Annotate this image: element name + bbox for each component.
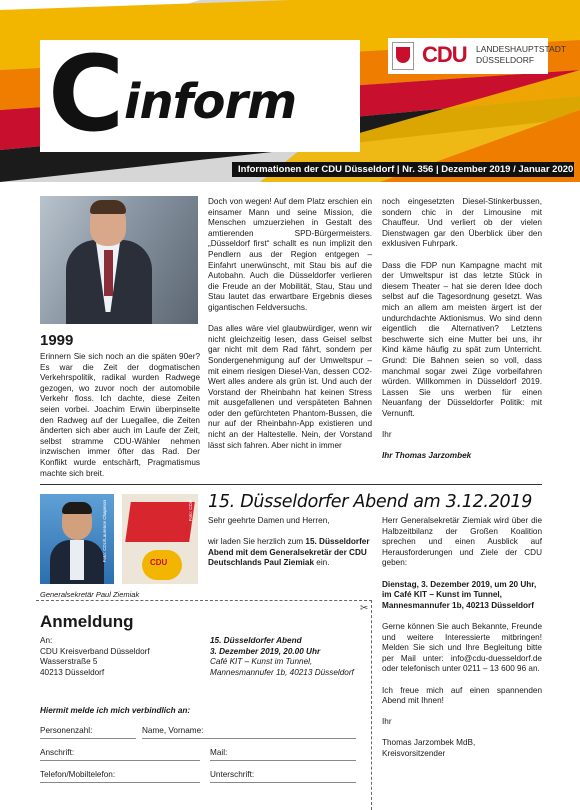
photo-figure-hair (62, 502, 92, 514)
event-signer-name: Thomas Jarzombek MdB, (382, 738, 476, 748)
photo-credit: Foto: CDU/Laurence Chaperon (102, 500, 107, 563)
greeting: Sehr geehrte Damen und Herren, (208, 516, 330, 525)
article-paragraph: Das alles wäre viel glaubwürdiger, wenn wir nicht gleichzeitig lesen, dass Geisel selbst gar nicht mit dem Rad fährt, sondern per Sondergenehmigung auf der Umweltspur – mit einem riesigen Diesel-Van, dessen CO2-Wert alles andere als grün ist. Und auch der Vorstand der Rheinbahn hat keinen Stress mit ausgefallenen und verspäteten Bahnen oder den gefürchteten Phantom-Bussen, die nur auf der Rheinbahn-App existieren und nicht an der Haltestelle. Nein, der Vorstand lässt sich fahren. Aber nicht in immer (208, 324, 372, 450)
article-paragraph: Dass die FDP nun Kampagne macht mit der Umweltspur ist das letzte Stück in diesem Theater – hat sie deren Idee doch selbst auf die Tagesordnung gesetzt. Was mich an allem am meisten ärgert ist der undurchdachte Aktionismus. Wo sind denn eigentlich die Alternativen? Letztens beschwerte sich eine Mutter bei uns, ihr Kind käme häufig zu spät zum Unterricht. Grund: Die Bahnen seien so voll, dass manchmal sogar zwei Züge vorbeifahren würden. Willkommen in Düsseldorf 2019. Lassen Sie uns werben für einen Neuanfang der Düsseldorfer Politik: mit Vernunft. (382, 260, 542, 418)
logo-letter-c: C (48, 33, 121, 155)
event-title: 15. Düsseldorfer Abend am 3.12.2019 (208, 492, 533, 512)
invite-column (208, 516, 372, 580)
event-photo (122, 494, 198, 584)
field-label-name: Name, Vorname: (142, 726, 204, 735)
form-event-name: 15. Düsseldorfer Abend (210, 636, 302, 645)
invite-bold-text: 15. Düsseldorfer Abend mit dem Generalsekretär der CDU Deutschlands Paul Ziemiak (208, 537, 370, 568)
event-paragraph: Gerne können Sie auch Bekannte, Freunde und weitere Interessierte mitbringen! Melden Sie sich und Ihre Begleitung bitte per Mail unter: info@cdu-duesseldorf.de oder telefonisch unter 0211 – 13 600 96 an. (382, 621, 542, 674)
field-label-unterschrift: Unterschrift: (210, 770, 255, 779)
article-column-1 (40, 352, 200, 490)
field-label-anschrift: Anschrift: (40, 748, 75, 757)
form-event-address: Mannesmannufer 1b, 40213 Düsseldorf (210, 667, 354, 677)
cdu-wordmark: CDU (422, 42, 467, 67)
event-paragraph: Herr Generalsekretär Ziemiak wird über die Halbzeitbilanz der Großen Koalition sprechen und einen Ausblick auf Herausforderungen und Ziele der CDU geben: (382, 516, 542, 568)
article-heading: 1999 (40, 332, 74, 349)
article-paragraph: Erinnern Sie sich noch an die späten 90er? Es war die Zeit der dogmatischen Verkehrspolitik, radikal wurden Radwege gezogen, wo zuvor noch der automobile Verkehr floss. Ich dachte, diese Zeiten seien vorbei. Joachim Erwin überpinselte den Radweg auf der Luegallee, die Zeiten änderten sich aber auch im Laufe der Zeit, selbst stramme CDU-Wähler nehmen inzwischen immer öfter das Rad. Der Konflikt wurde entschärft, Pragmatismus machte sich breit. (40, 352, 200, 478)
section-divider (40, 484, 542, 485)
article-column-2 (208, 197, 372, 462)
photo-figure-tie (104, 250, 113, 296)
personen-field[interactable] (40, 738, 136, 739)
photo-credit: Foto: CDU (188, 500, 193, 522)
photo-caption: Generalsekretär Paul Ziemiak (40, 590, 140, 599)
event-details-column (382, 516, 542, 760)
form-event-info (210, 636, 354, 678)
event-datetime: Dienstag, 3. Dezember 2019, um 20 Uhr, im Café KIT – Kunst im Tunnel, Mannesmannufer 1b, 40213 Düsseldorf (382, 579, 537, 610)
article-column-3 (382, 197, 542, 472)
photo-figure-shirt (70, 540, 84, 580)
form-title: Anmeldung (40, 612, 134, 631)
address-line: CDU Kreisverband Düsseldorf (40, 646, 150, 656)
anschrift-field[interactable] (40, 760, 200, 761)
invite-paragraph (208, 537, 372, 569)
name-field[interactable] (142, 738, 356, 739)
event-signer-role: Kreisvorsitzender (382, 749, 446, 759)
invite-end-text: ein. (314, 558, 330, 568)
address-line: Wasserstraße 5 (40, 657, 98, 667)
photo-cdu-mark: CDU (150, 558, 168, 567)
address-label: An: (40, 636, 53, 645)
cdu-city-line1: LANDESHAUPTSTADT (476, 44, 567, 54)
event-paragraph: Ich freue mich auf einen spannenden Abend mit Ihnen! (382, 685, 542, 706)
field-label-personen: Personenzahl: (40, 726, 93, 735)
cdu-logo (388, 38, 567, 74)
form-event-date: 3. Dezember 2019, 20.00 Uhr (210, 646, 321, 656)
scissors-icon: ✂ (360, 603, 369, 614)
author-photo (40, 196, 198, 324)
masthead-banner (0, 0, 580, 182)
event-closing: Ihr (382, 717, 392, 727)
article-paragraph: Doch von wegen! Auf dem Platz erschien ein einsamer Mann und seine Mission, die Menschen umzuerziehen in Gestalt des amtierenden SPD-Bürgermeisters. „Düsseldorf first“ schallt es nun implizit den Pendlern aus der Region entgegen – Einfahrt unerwünscht, mit Stau bis auf die Autobahn. Auch die Düsseldorfer verlieren die Freude an der Mobilität, Stau, Stau und Stau lautet das erwartbare Ergebnis dieses gigantischen Feldversuchs. (208, 197, 372, 312)
telefon-field[interactable] (40, 782, 200, 783)
photo-figure-hair (90, 200, 126, 214)
form-address (40, 636, 150, 678)
form-binding-statement: Hiermit melde ich mich verbindlich an: (40, 706, 191, 715)
unterschrift-field[interactable] (210, 782, 356, 783)
city-crest-icon (392, 42, 414, 70)
article-closing: Ihr (382, 430, 392, 440)
article-paragraph: noch eingesetzten Diesel-Stinkerbussen, sondern chic in der Limousine mit Chauffeur. Und verliert ob der vielen Dienstwagen gar den Überblick über den exklusiven Fuhrpark. (382, 197, 542, 249)
issue-info-bar: Informationen der CDU Düsseldorf | Nr. 356 | Dezember 2019 / Januar 2020 (232, 162, 574, 177)
logo-word-inform: inform (124, 74, 297, 130)
invite-text: wir laden Sie herzlich zum (208, 537, 306, 547)
inform-logo (40, 33, 360, 155)
mail-field[interactable] (210, 760, 356, 761)
cdu-city-line2: DÜSSELDORF (476, 55, 535, 65)
field-label-mail: Mail: (210, 748, 228, 757)
article-signature: Ihr Thomas Jarzombek (382, 451, 472, 461)
photo-backdrop (125, 502, 195, 542)
field-label-telefon: Telefon/Mobiltelefon: (40, 770, 116, 779)
form-event-venue: Café KIT – Kunst im Tunnel, (210, 657, 313, 667)
address-line: 40213 Düsseldorf (40, 667, 105, 677)
cdu-city-label (476, 44, 566, 66)
